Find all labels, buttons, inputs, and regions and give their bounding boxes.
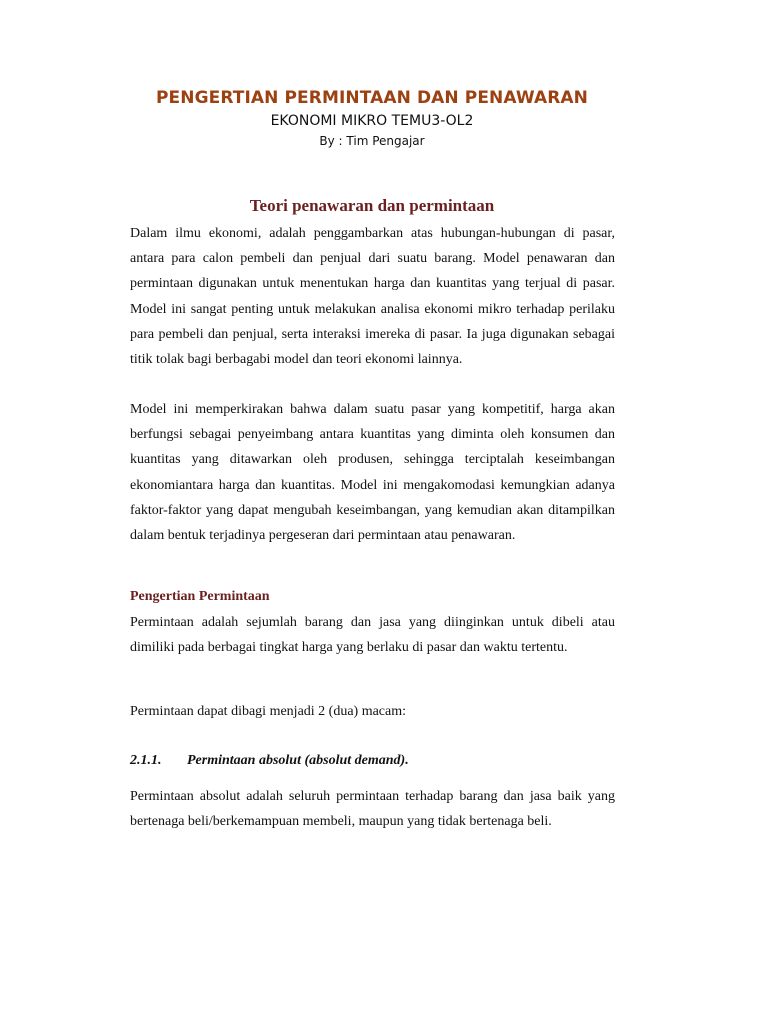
document-title: PENGERTIAN PERMINTAAN DAN PENAWARAN bbox=[155, 88, 588, 108]
paragraph-intro: Dalam ilmu ekonomi, adalah penggambarkan atas hubungan-hubungan di pasar, antara para calon pembeli dan penjual dari suatu barang. Model penawaran dan permintaan digunakan untuk menentukan harga dan kuantitas yang terjual di pasar. Model ini sangat penting untuk melakukan analisa ekonomi mikro terhadap perilaku para pembeli dan penjual, serta interaksi imereka di pasar. Ia juga digunakan sebagai titik tolak bagi berbagabi model dan teori ekonomi lainnya. bbox=[130, 226, 615, 368]
paragraph-model: Model ini memperkirakan bahwa dalam suatu pasar yang kompetitif, harga akan berfungsi sebagai penyeimbang antara kuantitas yang diminta oleh konsumen dan kuantitas yang ditawarkan oleh produsen, sehingga terciptalah keseimbangan ekonomiantara harga dan kuantitas. Model ini mengakomodasi kemungkian adanya faktor-faktor yang dapat mengubah keseimbangan, yang kemudian akan ditampilkan dalam bentuk terjadinya pergeseran dari permintaan atau penawaran. bbox=[130, 402, 615, 544]
document-subtitle: EKONOMI MIKRO TEMU3-OL2 bbox=[270, 113, 474, 129]
author-byline: By : Tim Pengajar bbox=[319, 134, 425, 148]
heading-pengertian-permintaan: Pengertian Permintaan bbox=[130, 589, 270, 604]
subsection-heading bbox=[130, 753, 409, 769]
subsection-number: 2.1.1. bbox=[130, 753, 162, 768]
paragraph-division: Permintaan dapat dibagi menjadi 2 (dua) macam: bbox=[130, 704, 407, 719]
section-title: Teori penawaran dan permintaan bbox=[249, 196, 495, 215]
paragraph-absolut: Permintaan absolut adalah seluruh permintaan terhadap barang dan jasa baik yang bertenaga beli/berkemampuan membeli, maupun yang tidak bertenaga beli. bbox=[130, 789, 615, 830]
paragraph-definition: Permintaan adalah sejumlah barang dan jasa yang diinginkan untuk dibeli atau dimiliki pada berbagai tingkat harga yang berlaku di pasar dan waktu tertentu. bbox=[130, 615, 615, 656]
subsection-title: Permintaan absolut (absolut demand). bbox=[187, 753, 409, 768]
